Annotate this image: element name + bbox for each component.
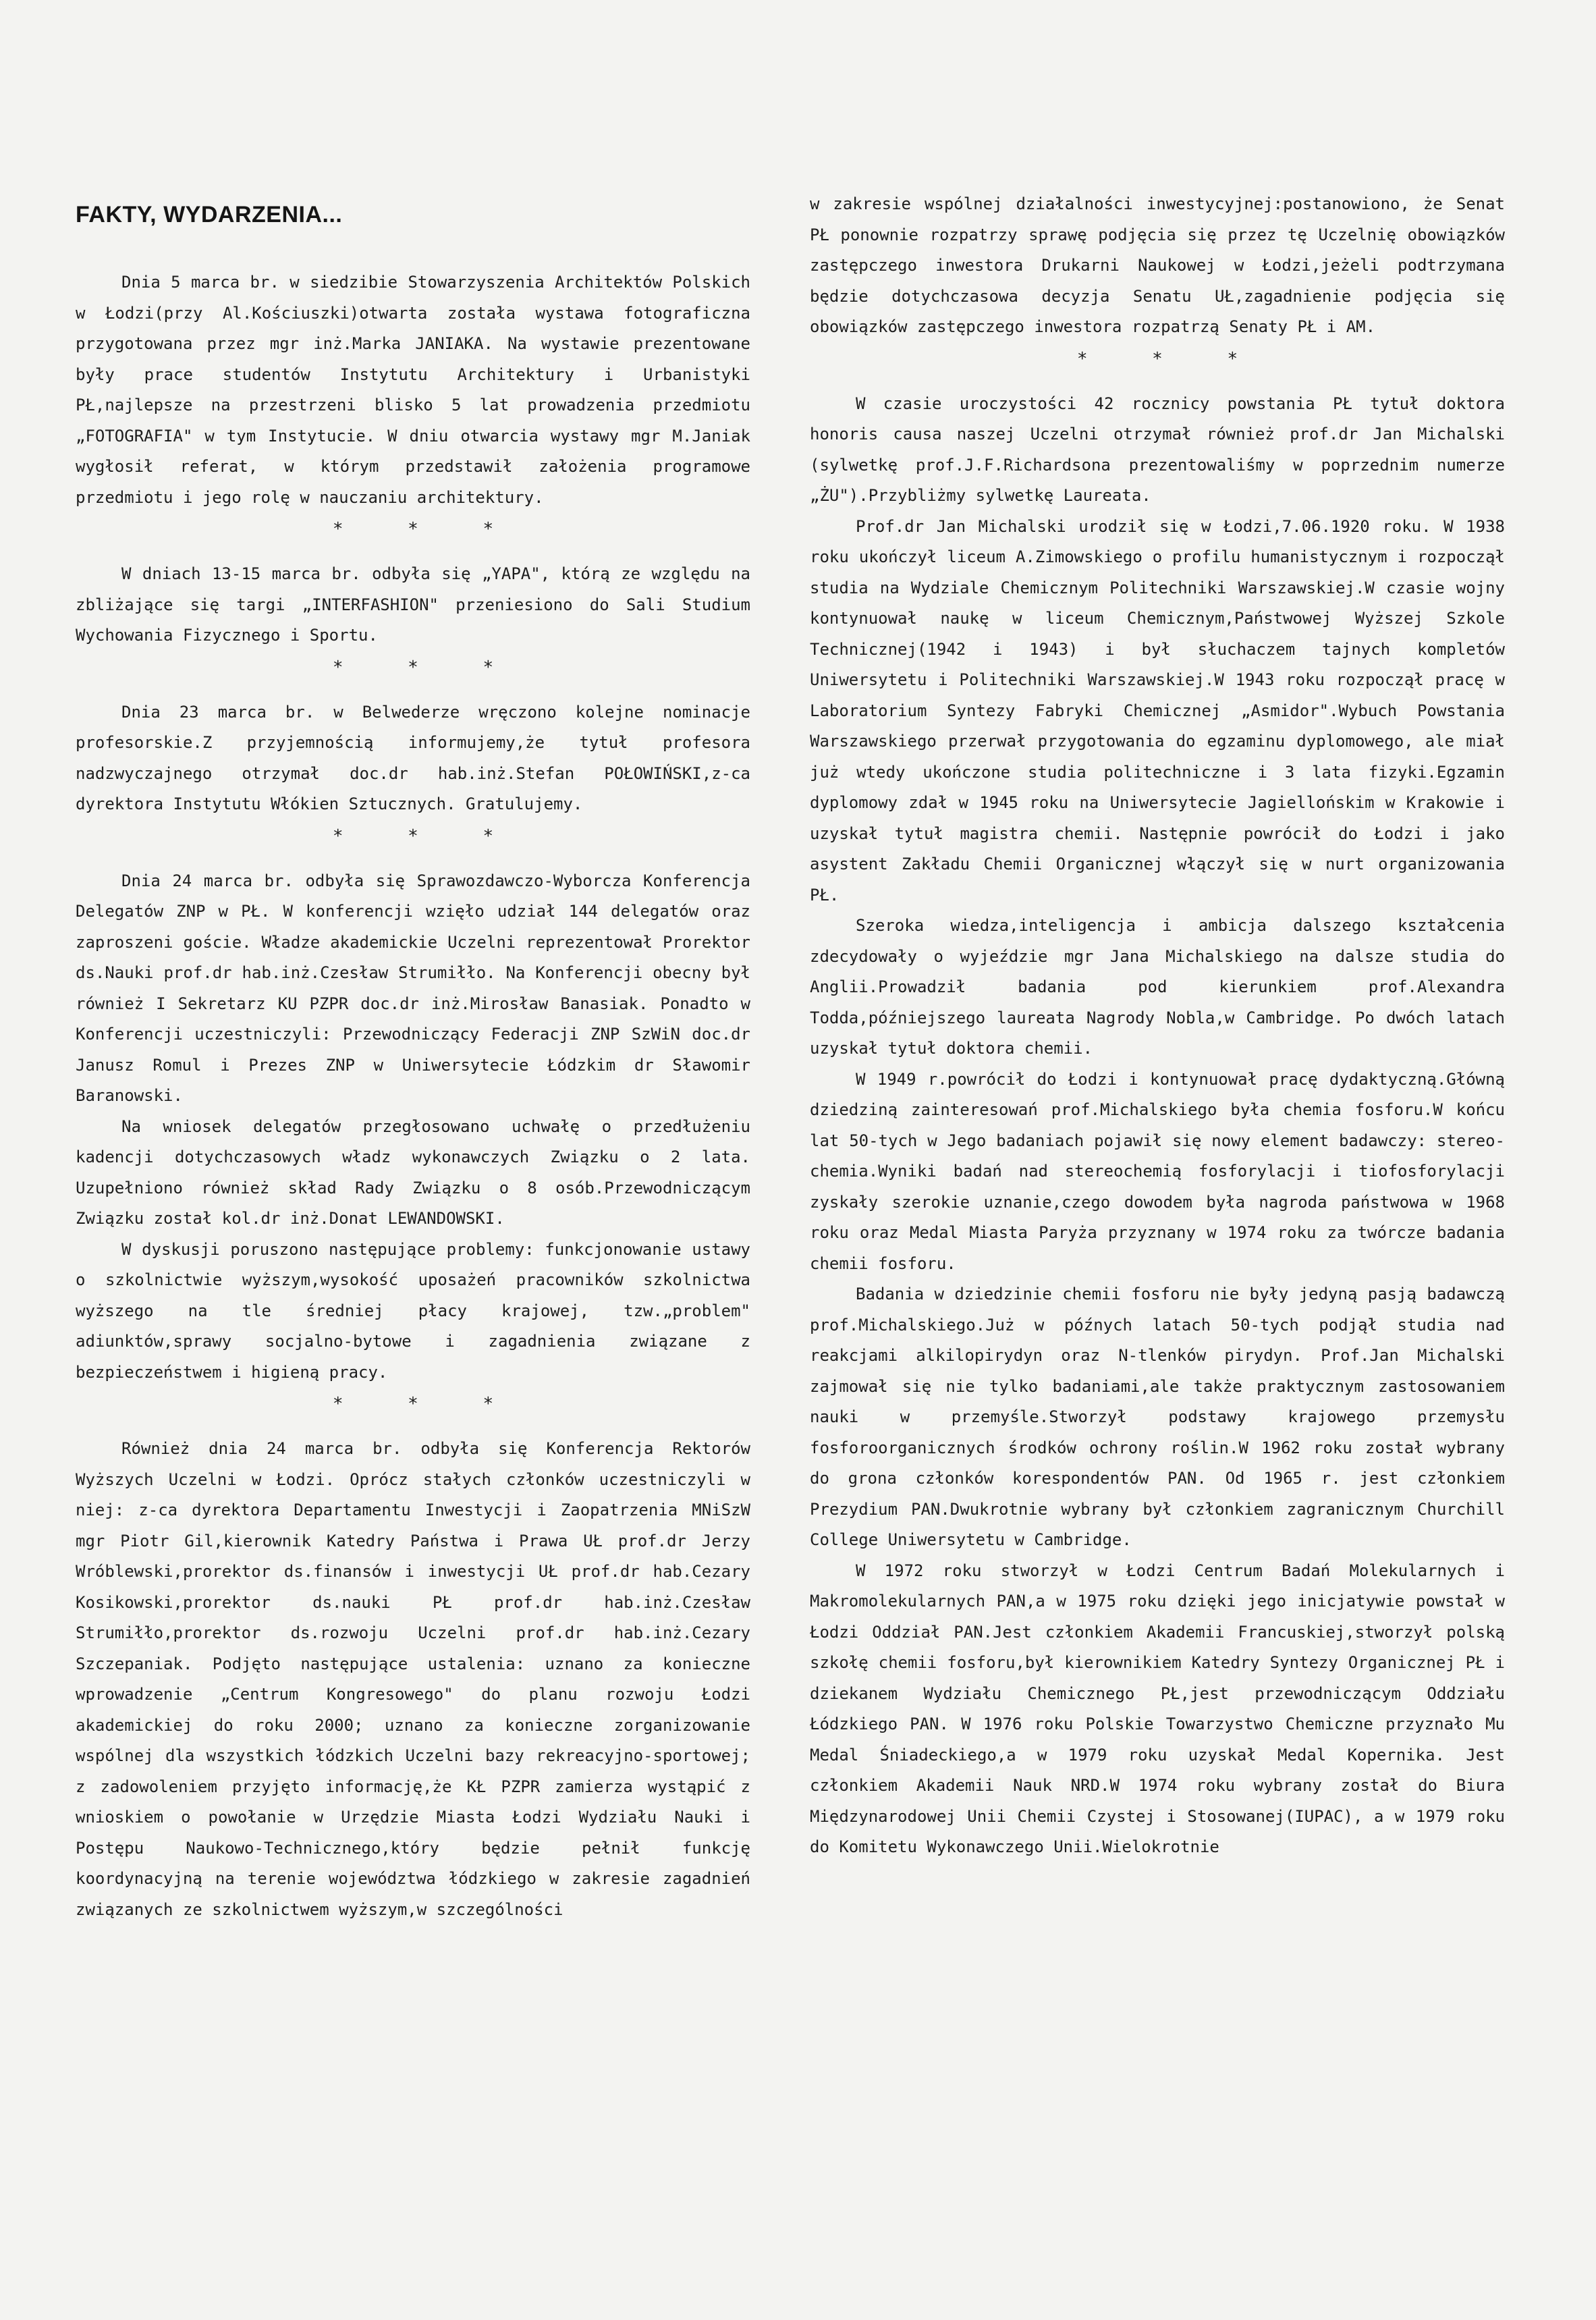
- separator-stars: * * *: [332, 657, 521, 678]
- article-rectors-conference: Również dnia 24 marca br. odbyła się Konferencja Rektorów Wyższych Uczelni w Łodzi. Oprócz stałych członków uczestniczyli w niej: z-ca dyrektora Departamentu Inwestycji i Zaopatrzenia MNiSzW mgr Piotr Gil,kierownik Katedry Państwa i Prawa UŁ prof.dr Jerzy Wróblewski,prorektor ds.finansów i inwestycji UŁ prof.dr hab.Cezary Kosikowski,prorektor ds.nauki PŁ prof.dr hab.inż.Czesław Strumiłło,prorektor ds.rozwoju Uczelni prof.dr hab.inż.Cezary Szczepaniak. Podjęto następujące ustalenia: uznano za konieczne wprowadzenie „Centrum Kongresowego" do planu rozwoju Łodzi akademickiej do roku 2000; uznano za konieczne zorganizowanie wspólnej dla wszystkich łódzkich Uczelni bazy rekreacyjno-sportowej; z zadowoleniem przyjęto informację,że KŁ PZPR zamierza wystąpić z wnioskiem o powołanie w Urzędzie Miasta Łodzi Wydziału Nauki i Postępu Naukowo-Technicznego,który będzie pełnił funkcję koordynacyjną na terenie województwa łódzkiego w zakresie zagadnień związanych ze szkolnictwem wyższym,w szczególności: [76, 1439, 750, 1919]
- separator-stars: * * *: [1076, 348, 1265, 369]
- article-exhibition: Dnia 5 marca br. w siedzibie Stowarzyszenia Architektów Polskich w Łodzi(przy Al.Kościuszki)otwarta została wystawa fotograficzna przygotowana przez mgr inż.Marka JANIAKA. Na wystawie prezentowane były prace studentów Instytutu Architektury i Urbanistyki PŁ,najlepsze na przestrzeni blisko 5 lat prowadzenia przedmiotu „FOTOGRAFIA" w tym Instytucie. W dniu otwarcia wystawy mgr M.Janiak wygłosił referat, w którym przedstawił założenia programowe przedmiotu i jego rolę w nauczaniu architektury.: [76, 273, 750, 507]
- article-znp-discussion: W dyskusji poruszono następujące problemy: funkcjonowanie ustawy o szkolnictwie wyższym,wysokość uposażeń pracowników szkolnictwa wyższego na tle średniej płacy krajowej, tzw.„problem" adiunktów,sprawy socjalno-bytowe i zagadnienia związane z bezpieczeństwem i higieną pracy.: [76, 1239, 750, 1382]
- article-nominations: Dnia 23 marca br. w Belwederze wręczono kolejne nominacje profesorskie.Z przyjemnością informujemy,że tytuł profesora nadzwyczajnego otrzymał doc.dr hab.inż.Stefan POŁOWIŃSKI,z-ca dyrektora Instytutu Włókien Sztucznych. Gratulujemy.: [76, 702, 750, 813]
- article-biography-research: W 1949 r.powrócił do Łodzi i kontynuował pracę dydaktyczną.Główną dziedziną zainteresowań prof.Michalskiego była chemia fosforu.W końcu lat 50-tych w Jego badaniach pojawił się nowy element badawczy: stereo-chemia.Wyniki badań nad stereochemią fosforylacji i tiofosforylacji zyskały szerokie uznanie,czego dowodem była nagroda państwowa w 1968 roku oraz Medal Miasta Paryża przyznany w 1974 roku za twórcze badania chemii fosforu.: [810, 1069, 1505, 1273]
- right-column: [810, 189, 1505, 1863]
- article-honoris-causa: W czasie uroczystości 42 rocznicy powstania PŁ tytuł doktora honoris causa naszej Uczelni otrzymał również prof.dr Jan Michalski (sylwetkę prof.J.F.Richardsona prezentowaliśmy w poprzednim numerze „ŻU").Przybliżmy sylwetkę Laureata.: [810, 394, 1505, 505]
- separator-stars: * * *: [332, 826, 521, 846]
- article-biography-cambridge: Szeroka wiedza,inteligencja i ambicja dalszego kształcenia zdecydowały o wyjeździe mgr Jana Michalskiego na dalsze studia do Anglii.Prowadził badania pod kierunkiem prof.Alexandra Todda,późniejszego laureata Nagrody Nobla,w Cambridge. Po dwóch latach uzyskał tytuł doktora chemii.: [810, 916, 1505, 1058]
- article-znp-conference: Dnia 24 marca br. odbyła się Sprawozdawczo-Wyborcza Konferencja Delegatów ZNP w PŁ. W konferencji wzięło udział 144 delegatów oraz zaproszeni goście. Władze akademickie Uczelni reprezentował Prorektor ds.Nauki prof.dr hab.inż.Czesław Strumiłło. Na Konferencji obecny był również I Sekretarz KU PZPR doc.dr inż.Mirosław Banasiak. Ponadto w Konferencji uczestniczyli: Przewodniczący Federacji ZNP SzWiN doc.dr Janusz Romul i Prezes ZNP w Uniwersytecie Łódzkim dr Sławomir Baranowski.: [76, 871, 750, 1105]
- article-znp-resolution: Na wniosek delegatów przegłosowano uchwałę o przedłużeniu kadencji dotychczasowych władz wykonawczych Związku o 2 lata. Uzupełniono również skład Rady Związku o 8 osób.Przewodniczącym Związku został kol.dr inż.Donat LEWANDOWSKI.: [76, 1116, 750, 1228]
- article-rectors-continued: w zakresie wspólnej działalności inwestycyjnej:postanowiono, że Senat PŁ ponownie rozpatrzy sprawę podjęcia się przez tę Uczelnię obowiązków zastępczego inwestora Drukarni Naukowej w Łodzi,jeżeli podtrzymana będzie dotychczasowa decyzja Senatu UŁ,zagadnienie podjęcia się obowiązków zastępczego inwestora rozpatrzą Senaty PŁ i AM.: [810, 194, 1505, 336]
- separator-stars: * * *: [332, 519, 521, 539]
- separator-stars: * * *: [332, 1394, 521, 1414]
- article-biography-industry: Badania w dziedzinie chemii fosforu nie były jedyną pasją badawczą prof.Michalskiego.Już w późnych latach 50-tych podjął studia nad reakcjami alkilopirydyn oraz N-tlenków pirydyn. Prof.Jan Michalski zajmował się nie tylko badaniami,ale także praktycznym zastosowaniem nauki w przemyśle.Stworzył podstawy krajowego przemysłu fosforoorganicznych środków ochrony roślin.W 1962 roku został wybrany do grona członków korespondentów PAN. Od 1965 r. jest członkiem Prezydium PAN.Dwukrotnie wybrany był członkiem zagranicznym Churchill College Uniwersytetu w Cambridge.: [810, 1285, 1505, 1549]
- article-yapa: W dniach 13-15 marca br. odbyła się „YAPA", którą ze względu na zbliżające się targi „INTERFASHION" przeniesiono do Sali Studium Wychowania Fizycznego i Sportu.: [76, 564, 750, 645]
- article-biography-early: Prof.dr Jan Michalski urodził się w Łodzi,7.06.1920 roku. W 1938 roku ukończył liceum A.Zimowskiego o profilu humanistycznym i rozpoczął studia na Wydziale Chemicznym Politechniki Warszawskiej.W czasie wojny kontynuował naukę w liceum Chemicznym,Państwowej Wyższej Szkole Technicznej(1942 i 1943) i był słuchaczem tajnych kompletów Uniwersytetu i Politechniki Warszawskiej.W 1943 roku rozpoczął pracę w Laboratorium Syntezy Fabryki Chemicznej „Asmidor".Wybuch Powstania Warszawskiego przerwał przygotowania do egzaminu dyplomowego, ale miał już wtedy ukończone studia politechniczne i 3 lata fizyki.Egzamin dyplomowy zdał w 1945 roku na Uniwersytecie Jagiellońskim w Krakowie i uzyskał tytuł magistra chemii. Następnie powrócił do Łodzi i jako asystent Zakładu Chemii Organicznej włączył się w nurt organizowania PŁ.: [810, 516, 1505, 905]
- article-biography-honours: W 1972 roku stworzył w Łodzi Centrum Badań Molekularnych i Makromolekularnych PAN,a w 1975 roku dzięki jego inicjatywie powstał w Łodzi Oddział PAN.Jest członkiem Akademii Francuskiej,stworzył polską szkołę chemii fosforu,był kierownikiem Katedry Syntezy Organicznej PŁ i dziekanem Wydziału Chemicznego PŁ,jest przewodniczącym Oddziału Łódzkiego PAN. W 1976 roku Polskie Towarzystwo Chemiczne przyznało Mu Medal Śniadeckiego,a w 1979 roku uzyskał Medal Kopernika. Jest członkiem Akademii Nauk NRD.W 1974 roku wybrany został do Biura Międzynarodowej Unii Chemii Czystej i Stosowanej(IUPAC), a w 1979 roku do Komitetu Wykonawczego Unii.Wielokrotnie: [810, 1561, 1505, 1856]
- section-heading: FAKTY, WYDARZENIA...: [76, 202, 343, 227]
- left-column: [76, 186, 750, 1925]
